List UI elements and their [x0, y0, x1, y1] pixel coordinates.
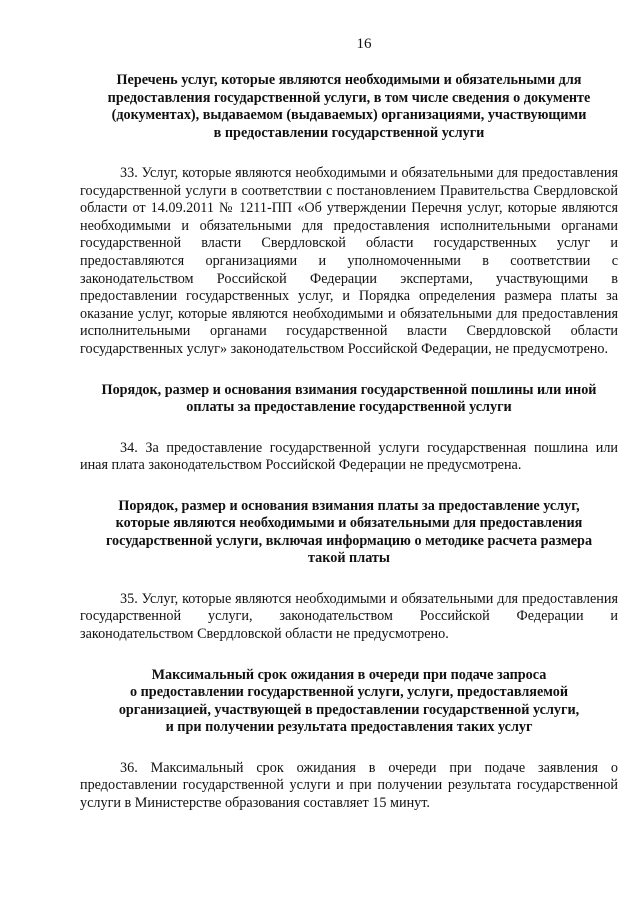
- heading-line: оплаты за предоставление государственной услуги: [186, 399, 512, 416]
- heading-line: (документах), выдаваемом (выдаваемых) организациями, участвующими: [111, 107, 587, 123]
- paragraph-33: 33. Услуг, которые являются необходимыми и обязательными для предоставления государственной услуги в соответствии с постановлением Правительства Свердловской области от 14.09.2011 № 1211-ПП «Об утверждении Перечня услуг, которые являются необходимыми и обязательными для предоставления исполнительными органами государственной власти Свердловской области государственных услуг и предоставляются организациями и уполномоченными в соответствии с законодательством Российской Федерации экспертами, участвующими в предоставлении государственных услуг, и Порядка определения размера платы за оказание услуг, которые являются необходимыми и обязательными для предоставления исполнительными органами государственной власти Свердловской области государственных услуг» законодательством Российской Федерации, не предусмотрено.: [80, 165, 618, 357]
- heading-line: в предоставлении государственной услуги: [213, 124, 485, 141]
- heading-line: предоставления государственной услуги, в том числе сведения о документе: [107, 89, 591, 106]
- heading-line: организацией, участвующей в предоставлении государственной услуги,: [118, 701, 580, 718]
- heading-line: государственной услуги, включая информацию о методике расчета размера: [105, 532, 593, 549]
- heading-line: и при получении результата предоставления таких услуг: [165, 719, 533, 735]
- paragraph-36: 36. Максимальный срок ожидания в очереди при подаче заявления о предоставлении государственной услуги и при получении результата государственной услуги в Министерстве образования составляет 15 минут.: [80, 759, 618, 811]
- paragraph-34: 34. За предоставление государственной услуги государственная пошлина или иная плата законодательством Российской Федерации не предусмотрена.: [80, 439, 618, 474]
- heading-line: которые являются необходимыми и обязательными для предоставления: [115, 515, 583, 532]
- heading-line: такой платы: [308, 550, 390, 567]
- section-heading-state-fee: [80, 382, 618, 417]
- section-heading-queue-time: [80, 667, 618, 737]
- page-number: 16: [356, 36, 372, 52]
- heading-line: о предоставлении государственной услуги, услуги, предоставляемой: [129, 684, 569, 700]
- heading-line: Максимальный срок ожидания в очереди при подаче запроса: [151, 666, 547, 683]
- paragraph-35: 35. Услуг, которые являются необходимыми и обязательными для предоставления государственной услуги, законодательством Российской Федерации и законодательством Свердловской области не предусмотрено.: [80, 590, 618, 642]
- heading-line: Порядок, размер и основания взимания платы за предоставление услуг,: [118, 497, 580, 514]
- heading-line: Порядок, размер и основания взимания государственной пошлины или иной: [101, 381, 597, 398]
- section-heading-payment: [80, 498, 618, 568]
- section-heading-services: [80, 72, 618, 142]
- heading-line: Перечень услуг, которые являются необходимыми и обязательными для: [116, 72, 582, 88]
